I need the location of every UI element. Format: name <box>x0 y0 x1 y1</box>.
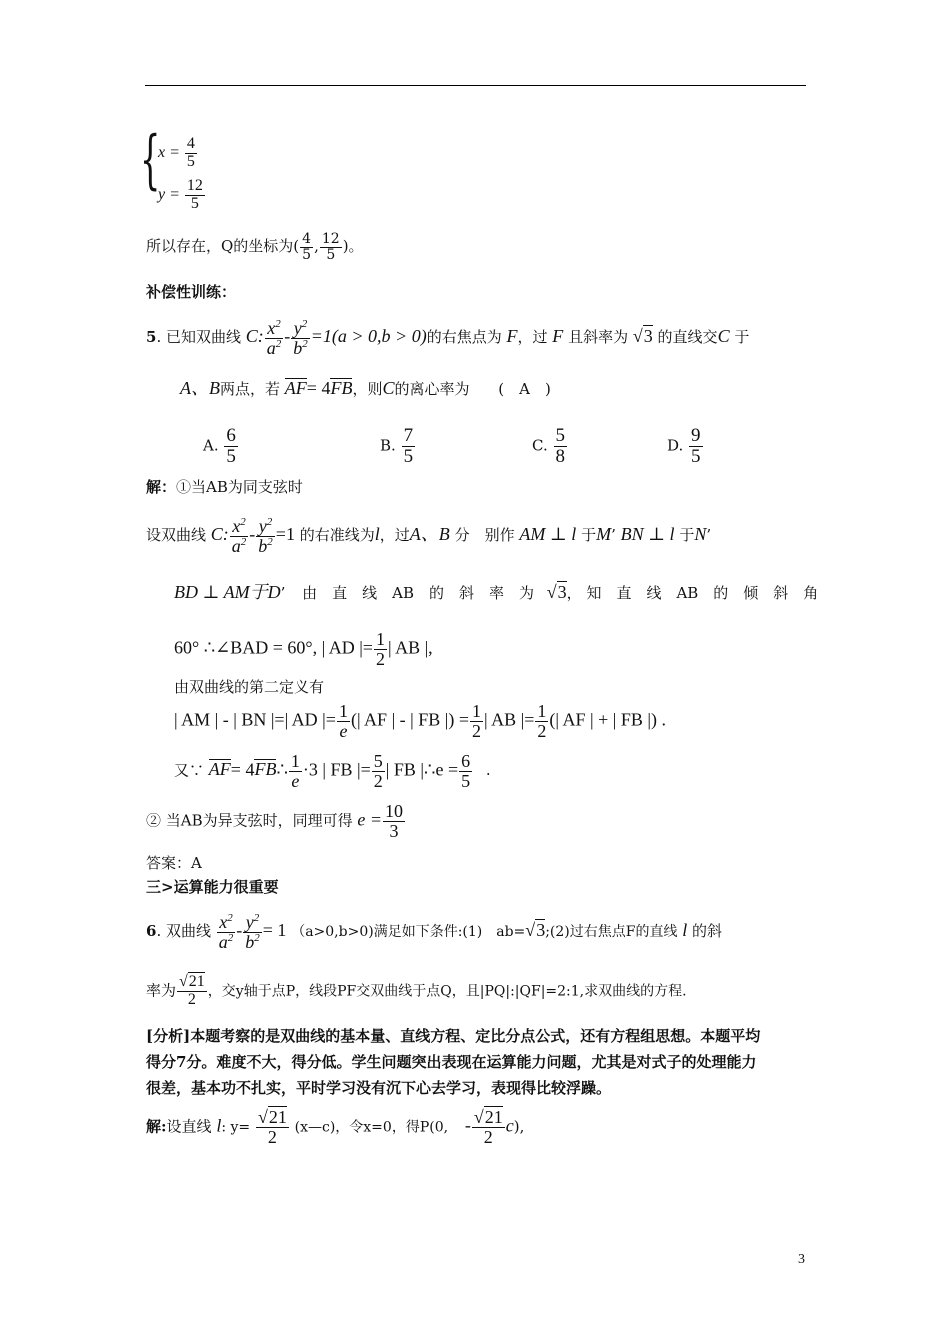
solution-5-line1: 设双曲线 C: $\frac{x^2}{a^2}$ - $\frac{y^2}{b^2}$ =1 的右准线为l，过A、B 分 别作 AM ⊥ l 于M’ BN ⊥ l 于N’ <box>146 515 712 556</box>
conclusion-line: 所以存在，Q的坐标为( $\frac{4}{5}$ , $\frac{12}{5}$ )。 <box>146 231 364 263</box>
choice-c: C. $\frac{5}{8}$ <box>532 425 565 467</box>
page-number: 3 <box>798 1252 805 1267</box>
solution-5-line2: BD ⊥ AM于D’ 由 直 线 AB 的 斜 率 为 √3， 知 直 线 AB 的 倾 斜 角 <box>174 582 819 602</box>
solution-5-case1: 解：①当AB为同支弦时 <box>146 478 303 496</box>
section-heading-compensation: 补偿性训练： <box>146 283 237 301</box>
answer-line: 答案：A <box>146 854 202 872</box>
eq-x: x = $\frac{4}{5}$ <box>158 135 195 170</box>
solution-6-line: 解:设直线 l: y= $\frac{√21}{2}$ (x—c)，令x=0，得P(0, - $\frac{√21}{2}$ c), <box>146 1107 525 1147</box>
problem-6-line1: 6. 双曲线 $\frac{x^2}{a^2}$ - $\frac{y^2}{b^2}$ = 1 （a>0,b>0)满足如下条件:(1) ab=√3;(2)过右焦点F的直线 l 的斜 <box>146 911 723 952</box>
solution-5-line3: 60° ∴∠BAD = 60°, | AD |= $\frac{1}{2}$ | AB |, <box>174 629 433 669</box>
choice-b: B. $\frac{7}{5}$ <box>380 425 414 467</box>
section-heading-3: 三>运算能力很重要 <box>146 878 279 896</box>
solution-5-case2: ② 当AB为异支弦时，同理可得 e = $\frac{10}{3}$ <box>146 801 404 841</box>
answer-bracket: ( A ) <box>498 380 551 398</box>
problem-5-line2: A、B两点，若 AF= 4FB，则C的离心率为 ( A ) <box>180 378 551 398</box>
analysis-paragraph: [分析]本题考察的是双曲线的基本量、直线方程、定比分点公式，还有方程组思想。本题平均 得分7分。难度不大，得分低。学生问题突出表现在运算能力问题，尤其是对式子的处理能力 很差，基本功不扎实，平时学习没有沉下心去学习，表现得比较浮躁。 <box>146 1027 761 1097</box>
solution-5-line6: 又∵ AF= 4FB∴ $\frac{1}{e}$ ·3 | FB |= $\frac{5}{2}$ | FB |∴e = $\frac{6}{5}$ . <box>174 751 491 791</box>
eq-y: y = $\frac{12}{5}$ <box>158 177 203 212</box>
choice-a: A. $\frac{6}{5}$ <box>203 425 236 467</box>
choice-d: D. $\frac{9}{5}$ <box>667 425 701 467</box>
solution-5-line5: | AM | - | BN |=| AD |= $\frac{1}{e}$ (| AF | - | FB |) = $\frac{1}{2}$ | AB |= $\frac{1}{2}$ (| AF | + | FB |) . <box>174 701 667 741</box>
left-brace: { <box>140 123 161 197</box>
problem-5-line1: 5. 已知双曲线 C: $\frac{x^2}{a^2}$ - $\frac{y^2}{b^2}$ =1(a > 0,b > 0)的右焦点为 F，过 F 且斜率为 √3 的直线交C 于 <box>146 317 750 358</box>
solution-5-line4: 由双曲线的第二定义有 <box>174 678 325 696</box>
header-rule <box>145 85 806 86</box>
problem-6-line2: 率为 $\frac{√21}{2}$ ，交y轴于点P，线段PF交双曲线于点Q，且|PQ|:|QF|=2:1,求双曲线的方程. <box>146 973 687 1008</box>
